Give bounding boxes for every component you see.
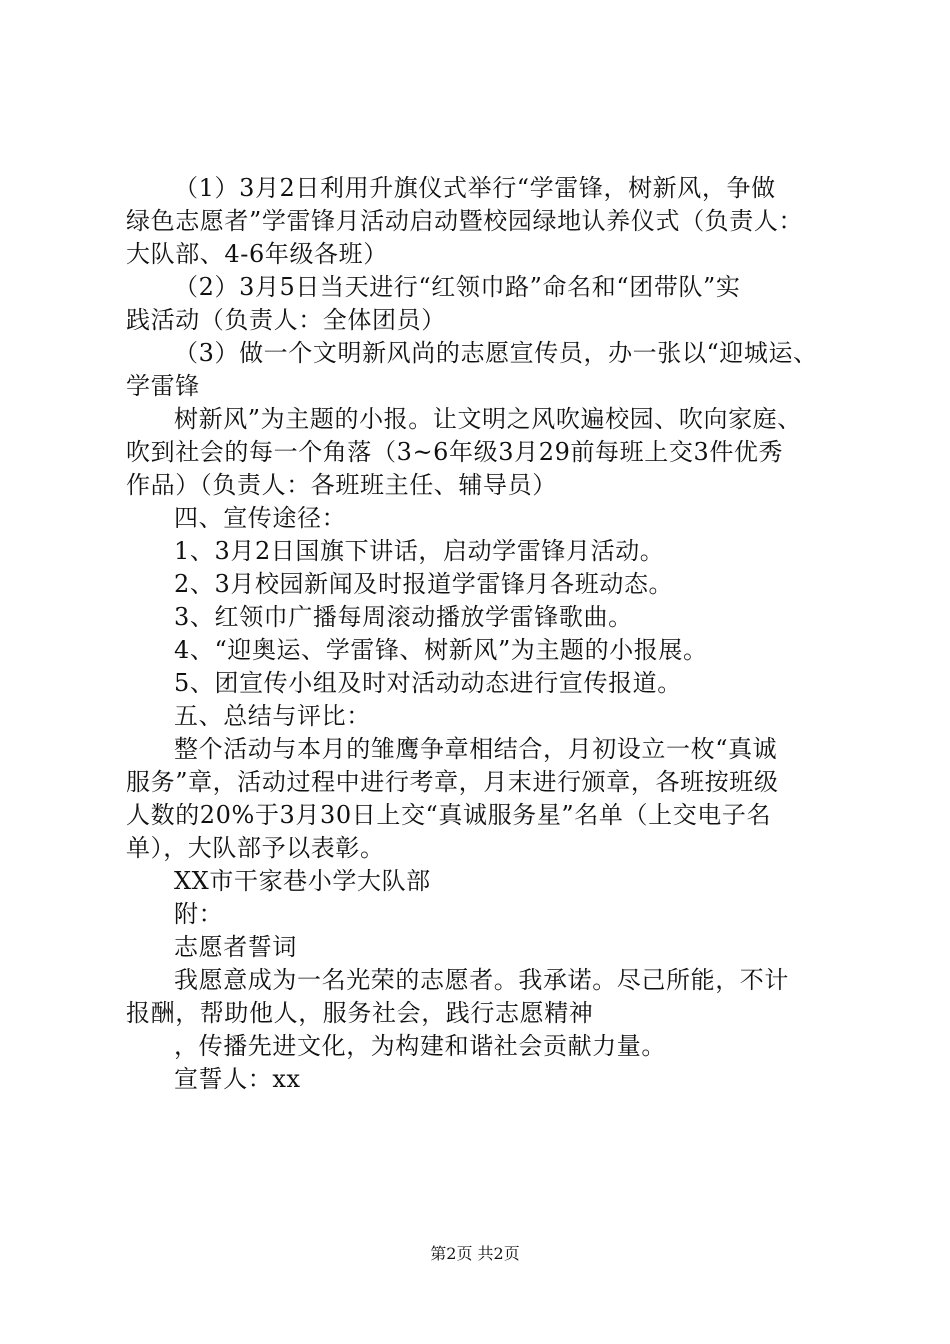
- text-line: 践活动（负责人：全体团员）: [126, 306, 446, 334]
- text-line: 志愿者誓词: [174, 933, 297, 961]
- text-line: 整个活动与本月的雏鹰争章相结合，月初设立一枚“真诚: [174, 735, 778, 763]
- text-line: 五、总结与评比：: [174, 702, 371, 730]
- text-line: 绿色志愿者”学雷锋月活动启动暨校园绿地认养仪式（负责人：: [126, 207, 804, 235]
- text-line: 3、红领巾广播每周滚动播放学雷锋歌曲。: [174, 603, 633, 631]
- text-line: 4、“迎奥运、学雷锋、树新风”为主题的小报展。: [174, 636, 708, 664]
- text-line: 学雷锋: [126, 372, 200, 400]
- text-line: 服务”章，活动过程中进行考章，月末进行颁章，各班按班级: [126, 768, 779, 796]
- text-line: 2、3月校园新闻及时报道学雷锋月各班动态。: [174, 570, 674, 598]
- page-footer: 第2页 共2页: [430, 1244, 520, 1263]
- text-line: 作品）（负责人：各班班主任、辅导员）: [126, 471, 557, 499]
- text-line: 四、宣传途径：: [174, 504, 347, 532]
- document-body: [126, 172, 834, 1096]
- text-line: （3）做一个文明新风尚的志愿宣传员，办一张以“迎城运、: [174, 339, 818, 367]
- text-line: 5、团宣传小组及时对活动动态进行宣传报道。: [174, 669, 682, 697]
- text-line: 吹到社会的每一个角落（3~6年级3月29前每班上交3件优秀: [126, 438, 784, 466]
- text-line: 附：: [174, 900, 224, 928]
- text-line: 宣誓人：xx: [174, 1065, 301, 1093]
- text-line: 1、3月2日国旗下讲话，启动学雷锋月活动。: [174, 537, 665, 565]
- text-line: 单），大队部予以表彰。: [126, 834, 385, 862]
- text-line: 我愿意成为一名光荣的志愿者。我承诺。尽己所能，不计: [174, 966, 789, 994]
- text-line: 报酬，帮助他人，服务社会，践行志愿精神: [126, 999, 594, 1027]
- text-line: ，传播先进文化，为构建和谐社会贡献力量。: [174, 1032, 666, 1060]
- text-line: 人数的20%于3月30日上交“真诚服务星”名单（上交电子名: [126, 801, 772, 829]
- text-line: （1）3月2日利用升旗仪式举行“学雷锋，树新风，争做: [174, 174, 776, 202]
- text-line: 树新风”为主题的小报。让文明之风吹遍校园、吹向家庭、: [174, 405, 802, 433]
- text-line: 大队部、4-6年级各班）: [126, 240, 388, 268]
- text-line: （2）3月5日当天进行“红领巾路”命名和“团带队”实: [174, 273, 741, 301]
- text-line: XX市干家巷小学大队部: [174, 867, 431, 895]
